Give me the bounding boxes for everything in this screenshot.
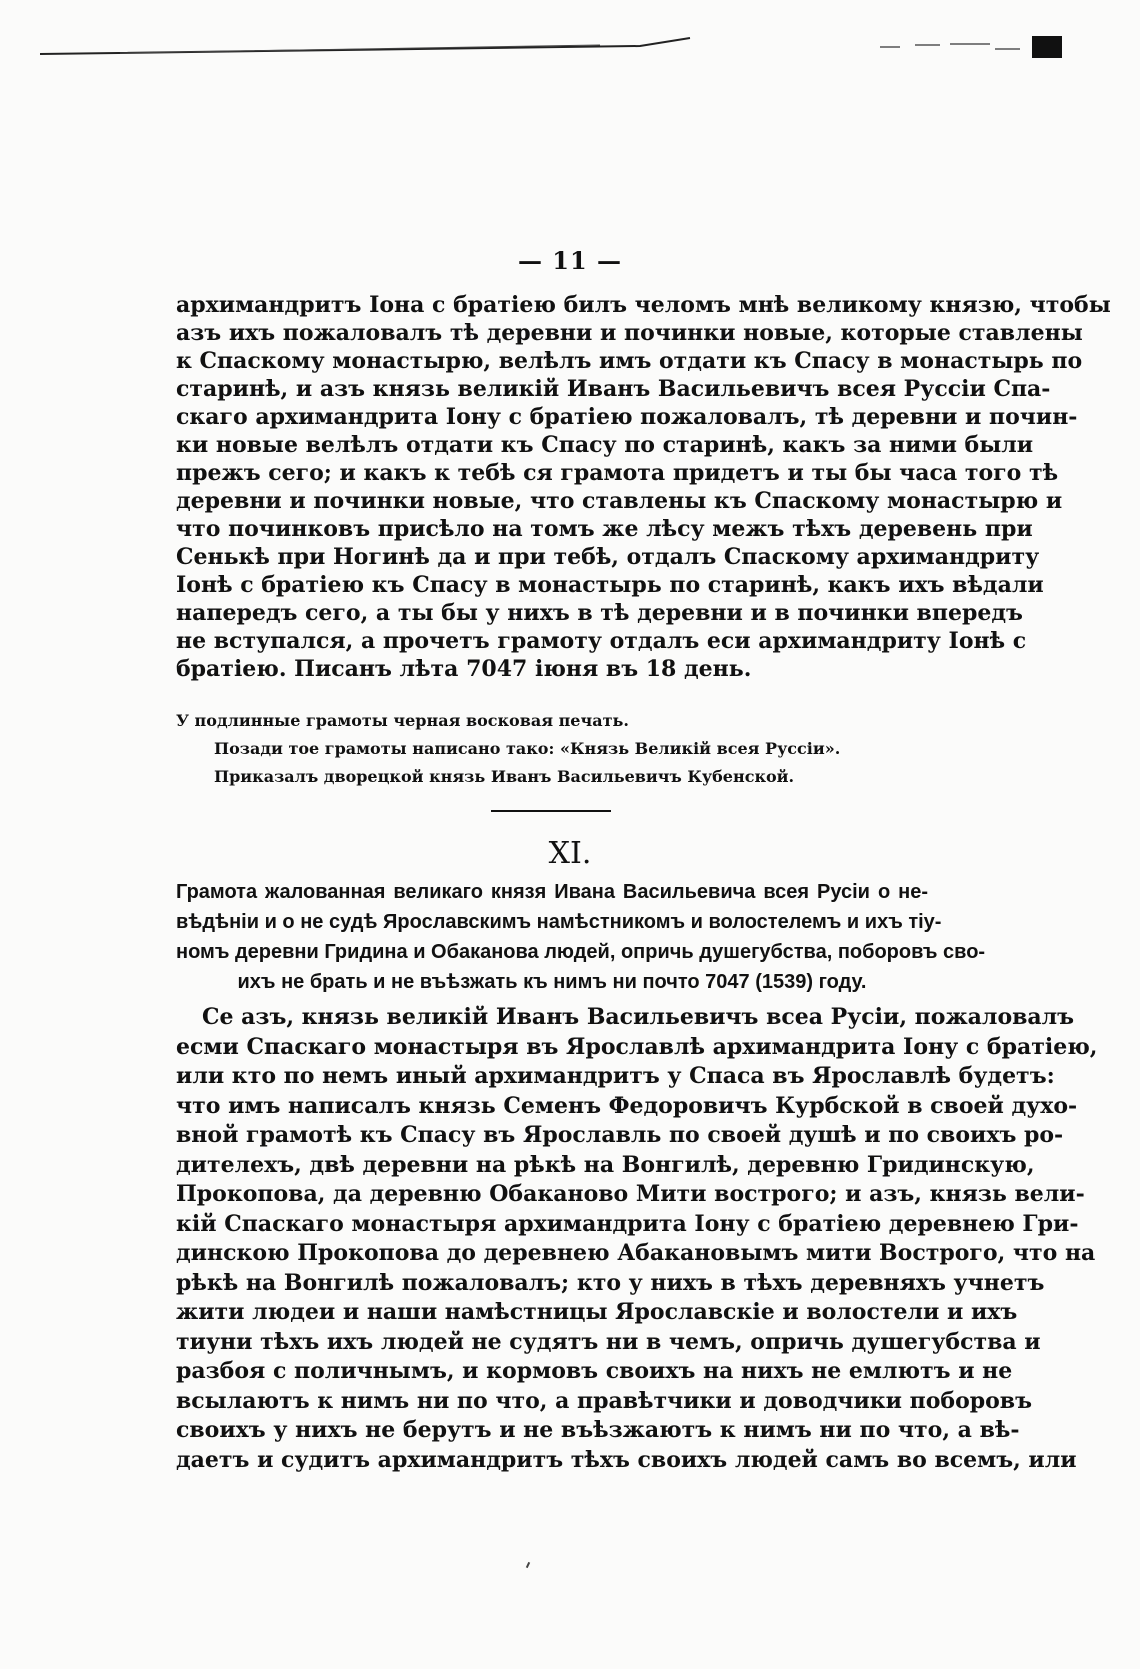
section-title-line: Грамота жалованная великаго князя Ивана Васильевича всея Русіи о не- — [176, 881, 928, 903]
scan-speck — [526, 1562, 530, 1568]
page-number: — 11 — — [517, 246, 623, 275]
text-line: прежъ сего; и какъ к тебѣ ся грамота придетъ и ты бы часа того тѣ — [176, 460, 1059, 486]
text-line: тиуни тѣхъ ихъ людей не судятъ ни в чемъ, опричь душегубства и — [176, 1328, 1041, 1355]
text-line: братіею. Писанъ лѣта 7047 іюня въ 18 день. — [176, 656, 752, 682]
text-line: Прокопова, да деревню Обаканово Мити вострого; и азъ, князь вели- — [176, 1181, 1085, 1207]
text-line: скаго архимандрита Іону с братіею пожаловалъ, тѣ деревни и почин- — [176, 404, 1078, 430]
text-line: что починковъ присѣло на томъ же лѣсу межъ тѣхъ деревень при — [176, 516, 1033, 542]
text-line: дителехъ, двѣ деревни на рѣкѣ на Вонгилѣ, деревню Гридинскую, — [176, 1151, 1035, 1178]
text-line: кій Спаскаго монастыря архимандрита Іону с братіею деревнею Гри- — [176, 1210, 1079, 1237]
text-line: своихъ у нихъ не берутъ и не въѣзжаютъ к нимъ ни по что, а вѣ- — [176, 1417, 1020, 1443]
text-line: что имъ написалъ князь Семенъ Федоровичъ Курбской в своей духо- — [176, 1092, 1078, 1119]
main-paragraph — [176, 291, 1111, 683]
text-line: или кто по немъ иный архимандритъ у Спаса въ Ярославлѣ будетъ: — [176, 1063, 1055, 1089]
text-line: к Спаскому монастырю, велѣлъ имъ отдати къ Спасу в монастырь по — [176, 348, 1083, 374]
text-line: старинѣ, и азъ князь великій Иванъ Васильевичъ всея Руссіи Спа- — [176, 376, 1051, 402]
text-line: деревни и починки новые, что ставлены къ Спаскому монастырю и — [176, 488, 1063, 514]
text-line: рѣкѣ на Вонгилѣ пожаловалъ; кто у нихъ в тѣхъ деревняхъ учнетъ — [176, 1269, 1045, 1296]
text-line: жити людеи и наши намѣстницы Ярославскіе и волостели и ихъ — [176, 1299, 1018, 1325]
verso-note: Позади тое грамоты написано тако: «Князь Великій всея Руссіи». — [214, 739, 841, 758]
ordered-by-note: Приказалъ дворецкой князь Иванъ Васильевичъ Кубенской. — [214, 767, 795, 786]
text-line: Сенькѣ при Ногинѣ да и при тебѣ, отдалъ Спаскому архимандриту — [176, 544, 1040, 570]
text-line: азъ ихъ пожаловалъ тѣ деревни и починки новые, которые ставлены — [176, 320, 1083, 346]
text-line: всылаютъ к нимъ ни по что, а правѣтчики и доводчики поборовъ — [176, 1387, 1032, 1414]
section-title — [176, 877, 986, 997]
section-title-line: вѣдѣніи и о не судѣ Ярославскимъ намѣстникомъ и волостелемъ и ихъ тіу- — [176, 911, 942, 933]
text-line: динскою Прокопова до деревнею Абакановымъ мити Вострого, что на — [176, 1240, 1096, 1266]
seal-note: У подлинные грамоты черная восковая печать. — [176, 711, 629, 730]
text-line: архимандритъ Іона с братіею билъ челомъ мнѣ великому князю, чтобы — [176, 292, 1111, 318]
text-line: есми Спаскаго монастыря въ Ярославлѣ архимандрита Іону с братіею, — [176, 1033, 1098, 1060]
text-line: разбоя с поличнымъ, и кормовъ своихъ на нихъ не емлютъ и не — [176, 1358, 1013, 1384]
scan-edge-mark — [40, 32, 1100, 62]
text-line: ки новые велѣлъ отдати къ Спасу по старинѣ, какъ за ними были — [176, 432, 1034, 458]
text-line: Се азъ, князь великій Иванъ Васильевичъ всеа Русіи, пожаловалъ — [202, 1004, 1075, 1030]
text-line: напередъ сего, а ты бы у нихъ в тѣ деревни и в починки впередъ — [176, 600, 1023, 626]
text-line: вной грамотѣ къ Спасу въ Ярославль по своей душѣ и по своихъ ро- — [176, 1122, 1064, 1148]
text-line: не вступался, а прочетъ грамоту отдалъ еси архимандриту Іонѣ с — [176, 628, 1027, 654]
text-line: даетъ и судитъ архимандритъ тѣхъ своихъ людей самъ во всемъ, или — [176, 1446, 1077, 1473]
section-title-line: номъ деревни Гридина и Обаканова людей, опричь душегубства, поборовъ сво- — [176, 941, 986, 963]
section-numeral: XI. — [548, 836, 592, 871]
archival-notes — [176, 707, 936, 791]
section-divider — [491, 810, 611, 812]
charter-text — [176, 1003, 1098, 1475]
section-title-line: ихъ не брать и не въѣзжать къ нимъ ни почто 7047 (1539) году. — [237, 971, 867, 993]
text-line: Іонѣ с братіею къ Спасу в монастырь по старинѣ, какъ ихъ вѣдали — [176, 572, 1044, 598]
